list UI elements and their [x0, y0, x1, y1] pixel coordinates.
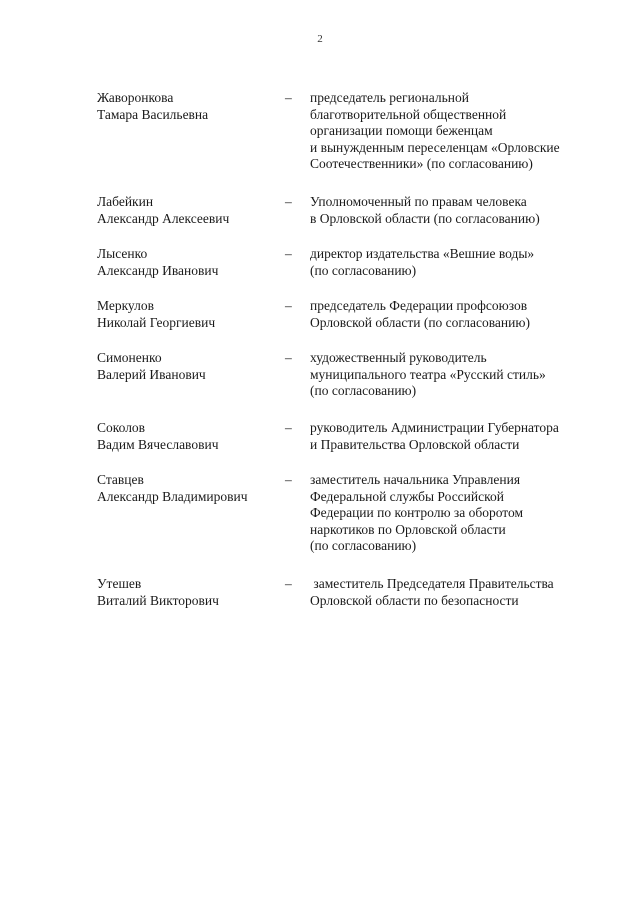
member-given-names: Николай Георгиевич	[97, 314, 216, 330]
member-given-names: Вадим Вячеславович	[97, 436, 219, 452]
member-surname: Жаворонкова	[97, 90, 174, 105]
member-role	[310, 350, 610, 400]
role-line: наркотиков по Орловской области	[310, 521, 506, 537]
member-given-names: Александр Владимирович	[97, 488, 248, 504]
role-line: и вынужденным переселенцам «Орловские	[310, 139, 560, 155]
member-surname: Лабейкин	[97, 194, 154, 209]
role-line: заместитель Председателя Правительства	[310, 576, 554, 591]
separator-dash: –	[285, 246, 292, 261]
separator-dash: –	[285, 90, 292, 105]
role-line: муниципального театра «Русский стиль»	[310, 366, 546, 382]
member-role	[310, 90, 610, 173]
member-name	[97, 90, 277, 123]
member-role	[310, 472, 610, 555]
role-line: (по согласованию)	[310, 262, 417, 278]
member-surname: Лысенко	[97, 246, 148, 261]
member-given-names: Виталий Викторович	[97, 592, 219, 608]
member-role	[310, 420, 610, 453]
member-role	[310, 246, 610, 279]
member-name	[97, 576, 277, 609]
member-role	[310, 298, 610, 331]
member-name	[97, 420, 277, 453]
role-line: Орловской области (по согласованию)	[310, 314, 530, 330]
member-given-names: Валерий Иванович	[97, 366, 206, 382]
page-number: 2	[317, 33, 323, 45]
member-name	[97, 246, 277, 279]
role-line: председатель Федерации профсоюзов	[310, 298, 528, 313]
member-given-names: Александр Иванович	[97, 262, 219, 278]
role-line: благотворительной общественной	[310, 106, 507, 122]
member-given-names: Александр Алексеевич	[97, 210, 230, 226]
member-surname: Соколов	[97, 420, 146, 435]
role-line: руководитель Администрации Губернатора	[310, 420, 559, 435]
member-surname: Ставцев	[97, 472, 144, 487]
member-surname: Меркулов	[97, 298, 154, 313]
member-name	[97, 194, 277, 227]
role-line: Уполномоченный по правам человека	[310, 194, 527, 209]
role-line: Федеральной службы Российской	[310, 488, 504, 504]
separator-dash: –	[285, 472, 292, 487]
role-line: Федерации по контролю за оборотом	[310, 505, 524, 520]
member-role	[310, 194, 610, 227]
member-name	[97, 472, 277, 505]
separator-dash: –	[285, 576, 292, 591]
role-line: в Орловской области (по согласованию)	[310, 210, 540, 226]
separator-dash: –	[285, 420, 292, 435]
role-line: (по согласованию)	[310, 383, 417, 398]
role-line: Соотечественники» (по согласованию)	[310, 156, 533, 171]
role-line: художественный руководитель	[310, 350, 487, 365]
role-line: Орловской области по безопасности	[310, 592, 519, 608]
role-line: председатель региональной	[310, 90, 469, 105]
separator-dash: –	[285, 350, 292, 365]
separator-dash: –	[285, 194, 292, 209]
member-surname: Симоненко	[97, 350, 162, 365]
member-name	[97, 298, 277, 331]
member-surname: Утешев	[97, 576, 142, 591]
separator-dash: –	[285, 298, 292, 313]
role-line: и Правительства Орловской области	[310, 436, 520, 452]
role-line: заместитель начальника Управления	[310, 472, 521, 487]
role-line: организации помощи беженцам	[310, 123, 493, 138]
member-role	[310, 576, 610, 609]
role-line: (по согласованию)	[310, 538, 417, 553]
role-line: директор издательства «Вешние воды»	[310, 246, 535, 261]
member-name	[97, 350, 277, 383]
member-given-names: Тамара Васильевна	[97, 106, 209, 122]
